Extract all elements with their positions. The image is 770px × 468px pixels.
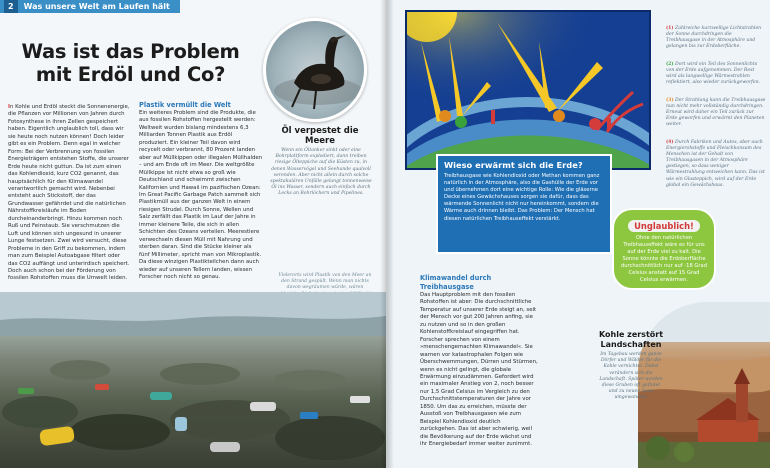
oil-photo-heading: Öl verpestet die Meere xyxy=(281,126,359,146)
info-box-heading: Wieso erwärmt sich die Erde? xyxy=(444,160,583,170)
legend-item-3 xyxy=(666,98,766,128)
plastic-subhead: Plastik vermüllt die Welt xyxy=(139,101,231,109)
amazing-fact-tag: Unglaublich! xyxy=(628,220,700,232)
climate-subhead: Klimawandel durch Treibhausgase xyxy=(420,274,492,291)
legend-text-1: Zahlreiche kurzwellige Lichtstrahlen der Sonne durchdringen die Treibhausgase in der Atmosphäre und gelangen bis zur Erdoberfläche. xyxy=(666,26,762,50)
intro-column xyxy=(8,104,130,283)
greenhouse-effect-illustration xyxy=(405,10,651,170)
intro-text: n Kohle und Erdöl steckt die Sonnenenergie, die Pflanzen vor Millionen von Jahren durch Fotosynthese in ihren Zellen gespeichert haben. Eigentlich unglaublich toll, dass wir sie heute noch nutzen können! Doch leider gibt es ein Problem. Denn egal in welcher Form: Bei der Verbrennung von fossilen Energieträgern entstehen Stoffe, die unserer Erde heute nicht guttun. Da ist zum einen das Kohlendioxid, kurz CO2 genannt, das hauptsächlich für den Klimawandel verantwortlich gemacht wird. Nebenbei entsteht auch Stickstoff, der das Grundwasser gefährdet und die natürlichen Nährstoffkreisläufe im Boden durcheinanderbringt. Hinzu kommen noch Ruß und Feinstaub. Sie verschmutzen die Luft und können sich ungesund in unserer Lunge festsetzen. Zwei wird versucht, diese Probleme in den Griff zu bekommen, indem man zum Beispiel Autoabgase filtert oder das CO2 auffängt und unterirdisch speichert. Doch auch schon bei der Förderung von fossilen Rohstoffen muss die Umwelt leiden. xyxy=(8,104,130,282)
legend-num-4: (4) xyxy=(666,140,674,145)
legend-text-4: Durch Fabriken und Autos, aber auch Energierohstoffe und Fleischkonsum des Menschen ist der Gehalt von Treibhausgasen in der Atmosphäre gestiegen, so dass weniger Wärmestrahlung entweichen kann. Das ist wie ein Glasteppich, wird auf der Erde global ein Gewächshaus. xyxy=(666,140,765,188)
banner-label: Was unsere Welt am Laufen hält xyxy=(23,2,170,11)
climate-text: Das Hauptproblem mit den fossilen Rohstoffen ist aber: Die durchschnittliche Temperatur auf unserer Erde steigt an, seit der Mensch vor gut 200 Jahren anfing, sie zu nutzen und so in den großen Kohlenstoffkreislauf eingegriffen hat. Forscher sprechen von einem »menschengemachten Klimawandel«. Sie warnen vor katastrophalen Folgen wie Überschwemmungen, Dürren und Stürmen, wenn es nicht gelingt, die globale Erwärmung einzudämmen. Gefordert wird ein maximaler Anstieg von 2, noch besser nur 1,5 Grad Celsius im Vergleich zu den Durchschnittstemperaturen der Jahre vor 1850. Um das zu erreichen, müsste der Ausstoß von Treibhausgasen wie zum Beispiel Kohlendioxid deutlich zurückgehen. Das ist aber schwierig, weil die Bevölkerung auf der Erde wächst und ihr Energiebedarf immer weiter zunimmt. xyxy=(420,292,538,448)
coal-photo-caption: Im Tagebau werden ganze Dörfer und Wälder für die Kohle vernichtet. Dabei verändern sich die Landschaft. Später werden diese Gruben oft geflutet und zu neuen Seen umgewandelt. xyxy=(599,352,663,401)
legend-num-1: (1) xyxy=(666,26,674,31)
legend-item-1 xyxy=(666,26,766,50)
oil-photo-caption: Wenn ein Öltanker sinkt oder eine Bohrplattform explodiert, dann treiben riesige Ölteppiche auf die Küsten zu, in denen Wasservögel und Seehunde qualvoll verenden. Aber nicht allein durch solche spektakulären Unfälle gelangt tonnenweise Öl ins Wasser, sondern auch einfach durch Lecks an Bohrlöchern und Pipelines. xyxy=(270,148,372,197)
legend-num-3: (3) xyxy=(666,98,674,103)
page-title: Was ist das Problem mit Erdöl und Co? xyxy=(21,40,240,86)
legend-text-3: Der Strahlung kann die Treibhausgase nun nicht mehr vollständig durchdringen. Erneut wird daher ein Teil zurück zur Erde geworfen und erwärmt den Planeten weiter. xyxy=(666,98,766,128)
info-box-earth-warming xyxy=(436,154,612,254)
legend-num-2: (2) xyxy=(666,62,674,67)
page-number: 2 xyxy=(4,0,18,13)
dropcap: I xyxy=(8,104,11,110)
legend-text-2: Dort wird ein Teil des Sonnenlichts von der Erde aufgenommen. Der Rest wird als langwellige Wärmestrahlen reflektiert, also wieder zurückgeworfen. xyxy=(666,62,760,86)
oiled-bird-photo xyxy=(263,18,367,122)
plastic-beach-photo xyxy=(0,292,386,468)
info-box-text: Treibhausgase wie Kohlendioxid oder Methan kommen ganz natürlich in der Atmosphäre, also die Gashülle der Erde vor und übernehmen dort eine wichtige Rolle: Wie die gläserne Decke eines Gewächshauses sorgen sie dafür, dass das wärmende Sonnenlicht nicht nur hereinkommt, sondern die Wärme auch drinnen bleibt. Das Problem: Der Mensch hat diesen natürlichen Treibhauseffekt verstärkt. xyxy=(444,173,600,222)
legend-item-2 xyxy=(666,62,766,86)
page-gutter xyxy=(380,0,394,468)
climate-column xyxy=(420,274,538,449)
amazing-fact-text: Ohne den natürlichen Treibhauseffekt wäre es für uns auf der Erde viel zu kalt. Die Sonne könnte die Erdoberfläche durchschnittlich nur auf -18 Grad Celsius anstatt auf 15 Grad Celsius erwärmen. xyxy=(620,235,708,283)
legend-item-4 xyxy=(666,140,766,189)
plastic-text: Ein weiteres Problem sind die Produkte, die aus fossilen Rohstoffen hergestellt werden: Weltweit wurden bislang mindestens 6,3 Milliarden Tonnen Plastik aus Erdöl produziert. Ein kleiner Teil davon wird recycelt oder verbrannt, 80 Prozent landen aber auf Müllkippen oder illegalen Müllhalden – und am Ende oft im Meer. Die weltgrößte Müllkippe ist nicht etwa so groß wie Deutschland und schwimmt zwischen Kalifornien und Hawaii im pazifischen Ozean: Im Great Pacific Garbage Patch sammelt sich Plastikmüll aus der ganzen Welt in einem riesigen Strudel. Durch Sonne, Wellen und Salz zerfällt das Plastik im Lauf der Jahre in immer kleinere Teile, die sich in allen Schichten des Ozeans verteilen. Meerestiere verwechseln diesen Müll mit Nahrung und sterben daran. Sind die Stücke kleiner als fünf Millimeter, spricht man von Mikroplastik. Da diese winzigen Plastikteilchen dann auch wieder auf unseren Tellern landen, wissen Forscher noch nicht so genau. xyxy=(139,110,263,280)
top-banner xyxy=(0,0,180,13)
plastic-column xyxy=(139,101,263,281)
amazing-fact-box xyxy=(612,208,716,290)
coal-photo-heading: Kohle zerstört Landschaften xyxy=(598,330,664,349)
plastic-photo-caption: Vielerorts wird Plastik von den Meer an den Strand gespült. Wenn man nichts davon wegräumen würde, wären xyxy=(278,273,372,291)
